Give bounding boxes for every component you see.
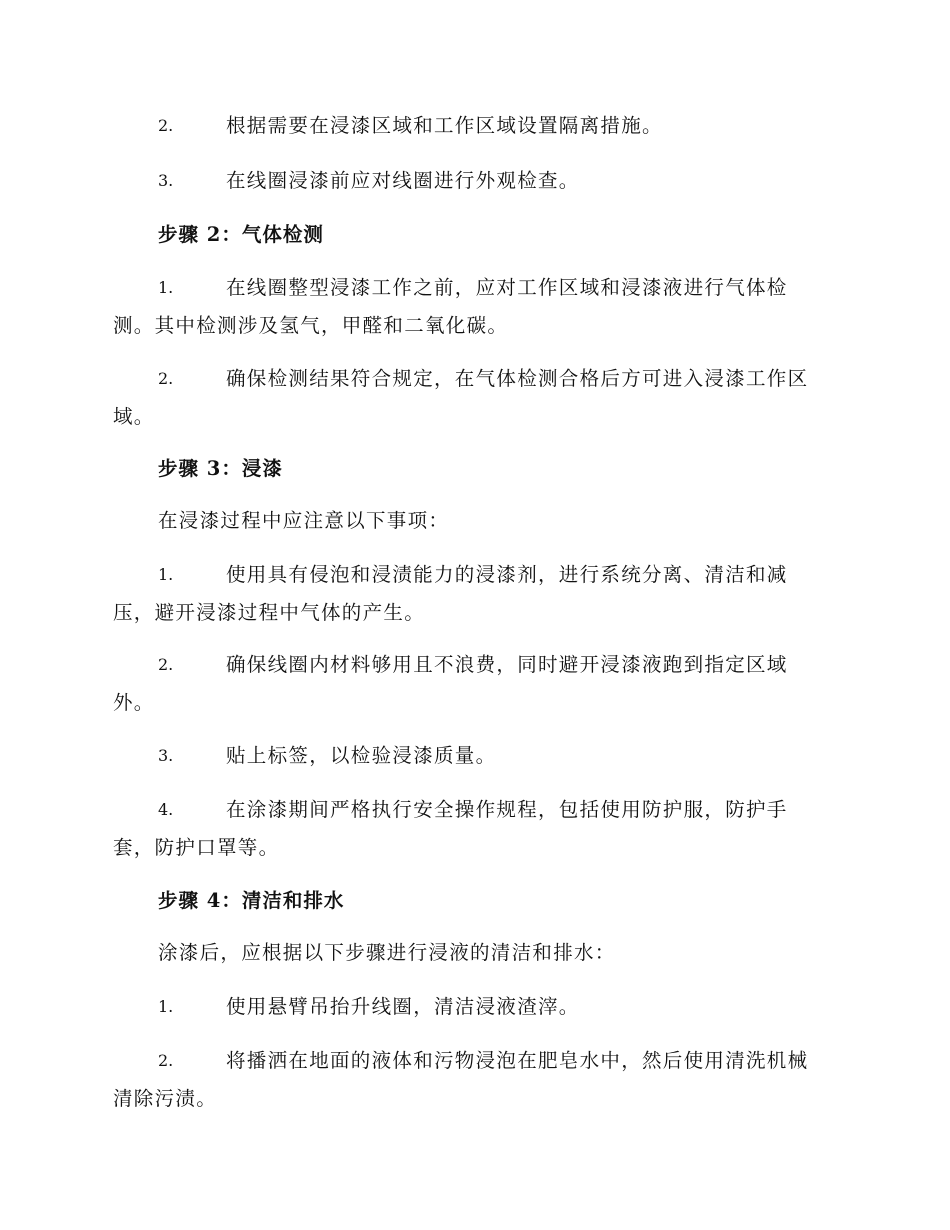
item-text: 使用悬臂吊抬升线圈，清洁浸液渣滓。: [226, 995, 580, 1018]
item-number: 3.: [158, 171, 174, 190]
item-text-continued: 压，避开浸漆过程中气体的产生。: [113, 601, 426, 624]
item-number: 1.: [158, 278, 174, 297]
item-text: 确保线圈内材料够用且不浪费，同时避开浸漆液跑到指定区域: [226, 653, 788, 676]
item-number: 1.: [158, 565, 174, 584]
item-number: 2.: [158, 655, 174, 674]
item-number: 4.: [158, 800, 174, 819]
step4-intro: 涂漆后，应根据以下步骤进行浸液的清洁和排水：: [158, 941, 616, 964]
item-text: 贴上标签，以检验浸漆质量。: [226, 744, 497, 767]
item-text: 根据需要在浸漆区域和工作区域设置隔离措施。: [226, 114, 663, 137]
item-number: 2.: [158, 1051, 174, 1070]
item-text: 在线圈浸漆前应对线圈进行外观检查。: [226, 169, 580, 192]
item-text-continued: 外。: [113, 691, 155, 714]
step4-heading: 步骤 4：清洁和排水: [158, 889, 345, 912]
item-number: 1.: [158, 997, 174, 1016]
item-number: 3.: [158, 746, 174, 765]
item-text: 在涂漆期间严格执行安全操作规程，包括使用防护服，防护手: [226, 798, 788, 821]
item-text: 使用具有侵泡和浸渍能力的浸漆剂，进行系统分离、清洁和减: [226, 563, 788, 586]
item-text: 在线圈整型浸漆工作之前，应对工作区域和浸漆液进行气体检: [226, 276, 788, 299]
item-text: 确保检测结果符合规定，在气体检测合格后方可进入浸漆工作区: [226, 367, 809, 390]
item-text-continued: 域。: [113, 405, 155, 428]
item-text: 将播洒在地面的液体和污物浸泡在肥皂水中，然后使用清洗机械: [226, 1049, 809, 1072]
step3-intro: 在浸漆过程中应注意以下事项：: [158, 509, 450, 532]
step2-heading: 步骤 2：气体检测: [158, 223, 324, 246]
item-number: 2.: [158, 369, 174, 388]
item-text-continued: 清除污渍。: [113, 1087, 218, 1110]
item-text-continued: 套，防护口罩等。: [113, 836, 280, 859]
step3-heading: 步骤 3：浸漆: [158, 457, 283, 480]
item-text-continued: 测。其中检测涉及氢气，甲醛和二氧化碳。: [113, 314, 509, 337]
item-number: 2.: [158, 116, 174, 135]
